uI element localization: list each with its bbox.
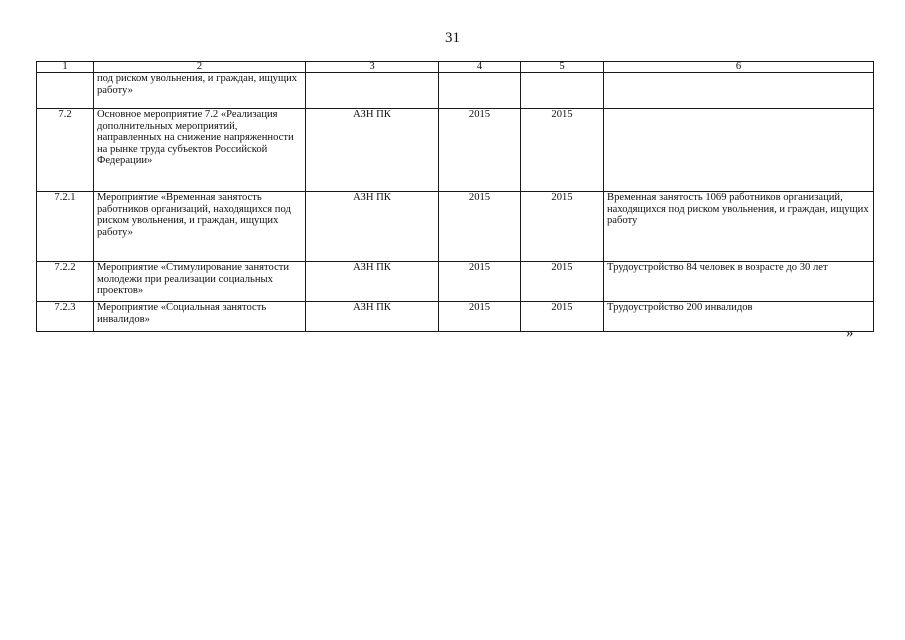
table-row: [37, 73, 874, 109]
table-header-row: [37, 62, 874, 73]
expected-result: Временная занятость 1069 работников организаций, находящихся под риском увольнения, и граждан, ищущих работу: [604, 192, 874, 262]
start-year: 2015: [439, 109, 521, 192]
column-header: 1: [37, 62, 94, 73]
row-number: 7.2.3: [37, 302, 94, 332]
measure-name: Мероприятие «Временная занятость работников организаций, находящихся под риском увольнения, и граждан, ищущих работу»: [94, 192, 306, 262]
page-number: 31: [445, 30, 460, 46]
end-year: 2015: [521, 109, 604, 192]
table-row: [37, 192, 874, 262]
start-year: 2015: [439, 302, 521, 332]
expected-result: [604, 73, 874, 109]
table-row: [37, 109, 874, 192]
measure-name: Мероприятие «Социальная занятость инвалидов»: [94, 302, 306, 332]
start-year: 2015: [439, 262, 521, 302]
end-year: [521, 73, 604, 109]
closing-quote: »: [846, 325, 854, 341]
executor: [306, 73, 439, 109]
executor: АЗН ПК: [306, 262, 439, 302]
measure-name: под риском увольнения, и граждан, ищущих работу»: [94, 73, 306, 109]
end-year: 2015: [521, 302, 604, 332]
expected-result: Трудоустройство 200 инвалидов: [604, 302, 874, 332]
executor: АЗН ПК: [306, 302, 439, 332]
executor: АЗН ПК: [306, 192, 439, 262]
row-number: 7.2: [37, 109, 94, 192]
start-year: [439, 73, 521, 109]
table-row: [37, 262, 874, 302]
end-year: 2015: [521, 192, 604, 262]
executor: АЗН ПК: [306, 109, 439, 192]
column-header: 2: [94, 62, 306, 73]
column-header: 5: [521, 62, 604, 73]
table-row: [37, 302, 874, 332]
end-year: 2015: [521, 262, 604, 302]
expected-result: [604, 109, 874, 192]
column-header: 4: [439, 62, 521, 73]
column-header: 3: [306, 62, 439, 73]
row-number: 7.2.1: [37, 192, 94, 262]
column-header: 6: [604, 62, 874, 73]
row-number: 7.2.2: [37, 262, 94, 302]
measure-name: Мероприятие «Стимулирование занятости молодежи при реализации социальных проектов»: [94, 262, 306, 302]
row-number: [37, 73, 94, 109]
start-year: 2015: [439, 192, 521, 262]
expected-result: Трудоустройство 84 человек в возрасте до 30 лет: [604, 262, 874, 302]
measure-name: Основное мероприятие 7.2 «Реализация дополнительных мероприятий, направленных на снижение напряженности на рынке труда субъектов Российской Федерации»: [94, 109, 306, 192]
measures-table: [36, 61, 874, 332]
